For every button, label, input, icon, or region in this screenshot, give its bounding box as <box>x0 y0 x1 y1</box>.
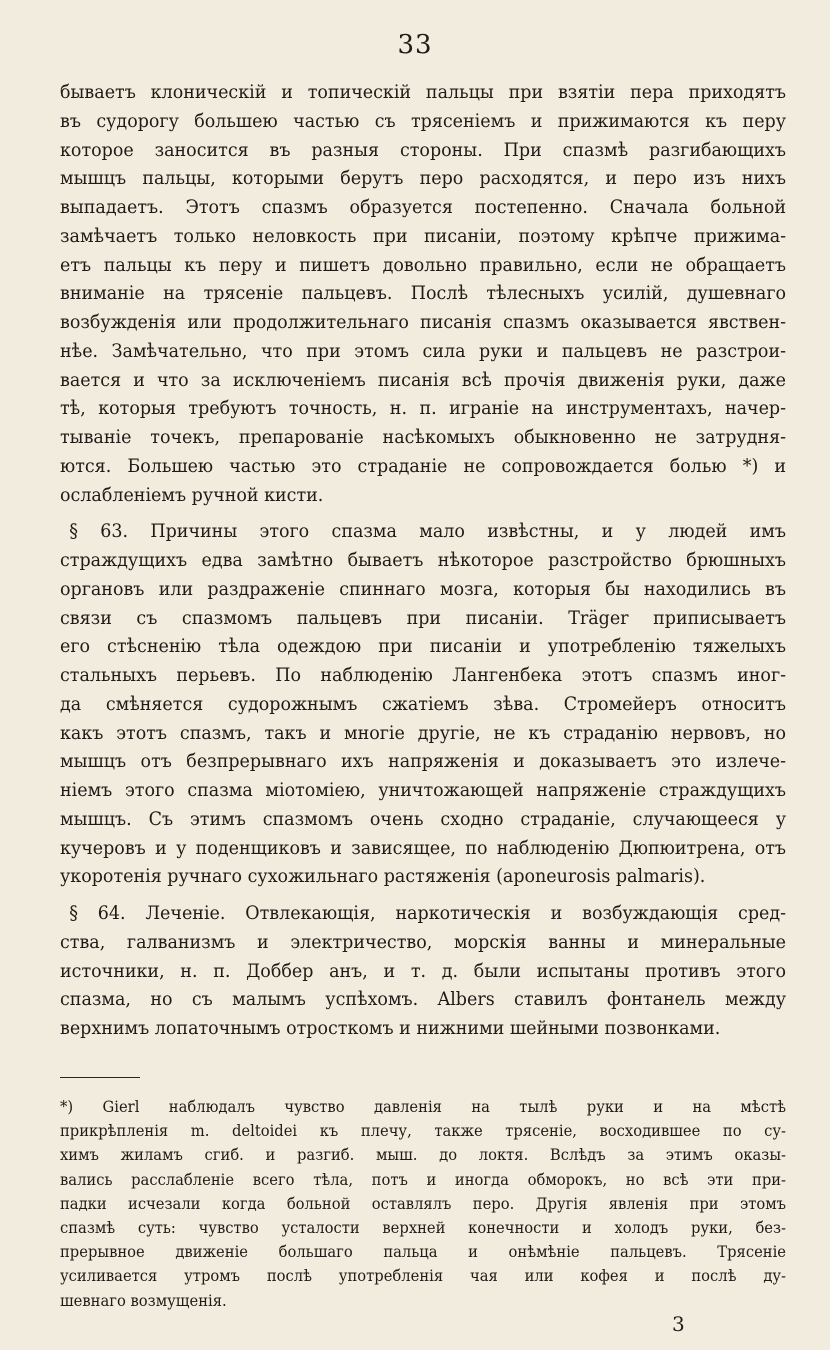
footnote-line: шевнаго возмущенія. <box>60 1290 227 1310</box>
footnote-line: прерывное движеніе большаго пальца и онѣмѣніе пальцевъ. Трясеніе <box>60 1242 787 1262</box>
text-line: страждущихъ едва замѣтно бываетъ нѣкоторое разстройство брюшныхъ <box>60 549 787 571</box>
footnote-line: усиливается утромъ послѣ употребленія чая или кофея и послѣ ду- <box>60 1266 787 1286</box>
signature-mark: 3 <box>672 1312 685 1336</box>
text-line: вниманіе на трясеніе пальцевъ. Послѣ тѣлесныхъ усилій, душевнаго <box>60 282 787 305</box>
text-line: ніемъ этого спазма міотоміею, уничтожающей напряженіе страждущихъ <box>60 779 787 801</box>
text-line: ются. Большею частью это страданіе не сопровождается болью *) и <box>60 454 787 477</box>
text-line: вается и что за исключеніемъ писанія всѣ прочія движенія руки, даже <box>60 368 787 391</box>
text-line: которое заносится въ разныя стороны. При спазмѣ разгибающихъ <box>60 138 787 161</box>
section-63 <box>60 517 786 891</box>
footnote-line: прикрѣпленія m. deltoidei къ плечу, также трясеніе, восходившее по су- <box>60 1121 787 1141</box>
text-line: связи съ спазмомъ пальцевъ при писаніи. Träger приписываетъ <box>60 606 787 629</box>
text-line: его стѣсненію тѣла одеждою при писаніи и употребленію тяжелыхъ <box>60 635 787 658</box>
main-text <box>60 78 786 1043</box>
footnote-divider <box>60 1077 140 1078</box>
text-line: въ судорогу большею частью съ трясеніемъ и прижимаются къ перу <box>60 109 787 132</box>
text-line: нѣе. Замѣчательно, что при этомъ сила руки и пальцевъ не разстрои- <box>60 339 787 362</box>
text-line: етъ пальцы къ перу и пишетъ довольно правильно, если не обращаетъ <box>60 253 787 276</box>
text-line: верхнимъ лопаточнымъ отросткомъ и нижними шейными позвонками. <box>60 1017 721 1039</box>
text-line: мышцъ. Съ этимъ спазмомъ очень сходно страданіе, случающееся у <box>60 807 787 830</box>
text-line: ослабленіемъ ручной кисти. <box>60 483 324 506</box>
text-line: стальныхъ перьевъ. По наблюденію Лангенбека этотъ спазмъ иног- <box>60 664 787 686</box>
text-line: бываетъ клоническій и топическій пальцы при взятіи пера приходятъ <box>60 81 787 103</box>
text-line: возбужденія или продолжительнаго писанія спазмъ оказывается явствен- <box>60 311 787 333</box>
text-line: кучеровъ и у поденщиковъ и зависящее, по наблюденію Дюпюитрена, отъ <box>60 836 787 859</box>
page-number: 33 <box>397 30 433 60</box>
footnote-line: падки исчезали когда больной оставлялъ перо. Другія явленія при этомъ <box>60 1193 787 1213</box>
text-line: да смѣняется судорожнымъ сжатіемъ зѣва. Стромейеръ относитъ <box>60 692 787 715</box>
paragraph-intro <box>60 78 786 509</box>
text-line: укоротенія ручнаго сухожильнаго растяженія (aponeurosis palmaris). <box>60 865 706 888</box>
footnote <box>60 1095 786 1313</box>
footnote-line: химъ жиламъ сгиб. и разгиб. мыш. до локтя. Вслѣдъ за этимъ оказы- <box>60 1145 787 1165</box>
text-line: источники, н. п. Доббер анъ, и т. д. были испытаны противъ этого <box>60 959 787 982</box>
text-line: мышцъ отъ безпрерывнаго ихъ напряженія и доказываетъ это излече- <box>60 750 787 773</box>
footnote-line: спазмѣ суть: чувство усталости верхней конечности и холодъ руки, без- <box>60 1217 787 1237</box>
text-line: ства, галванизмъ и электричество, морскія ванны и минеральные <box>60 930 787 953</box>
text-line: тѣ, которыя требуютъ точность, н. п. играніе на инструментахъ, начер- <box>60 397 787 420</box>
footnote-line: *) Gierl наблюдалъ чувство давленія на тылѣ руки и на мѣстѣ <box>60 1097 787 1116</box>
text-line: замѣчаетъ только неловкость при писаніи, поэтому крѣпче прижима- <box>60 224 787 247</box>
text-line: тываніе точекъ, препарованіе насѣкомыхъ обыкновенно не затрудня- <box>60 426 787 448</box>
text-line: спазма, но съ малымъ успѣхомъ. Albers ставилъ фонтанель между <box>60 988 787 1011</box>
section-heading-line: § 64. Леченіе. Отвлекающія, наркотическія и возбуждающія сред- <box>69 902 787 924</box>
text-line: выпадаетъ. Этотъ спазмъ образуется постепенно. Сначала больной <box>60 196 787 218</box>
footnote-line: вались расслабленіе всего тѣла, потъ и иногда обморокъ, но всѣ эти при- <box>60 1169 787 1189</box>
section-heading-line: § 63. Причины этого спазма мало извѣстны, и у людей имъ <box>69 520 787 543</box>
text-line: органовъ или раздраженіе спиннаго мозга, которыя бы находились въ <box>60 577 787 600</box>
section-64 <box>60 899 786 1043</box>
text-line: какъ этотъ спазмъ, такъ и многіе другіе, не къ страданію нервовъ, но <box>60 721 787 744</box>
text-line: мышцъ пальцы, которыми берутъ перо расходятся, и перо изъ нихъ <box>60 167 787 190</box>
